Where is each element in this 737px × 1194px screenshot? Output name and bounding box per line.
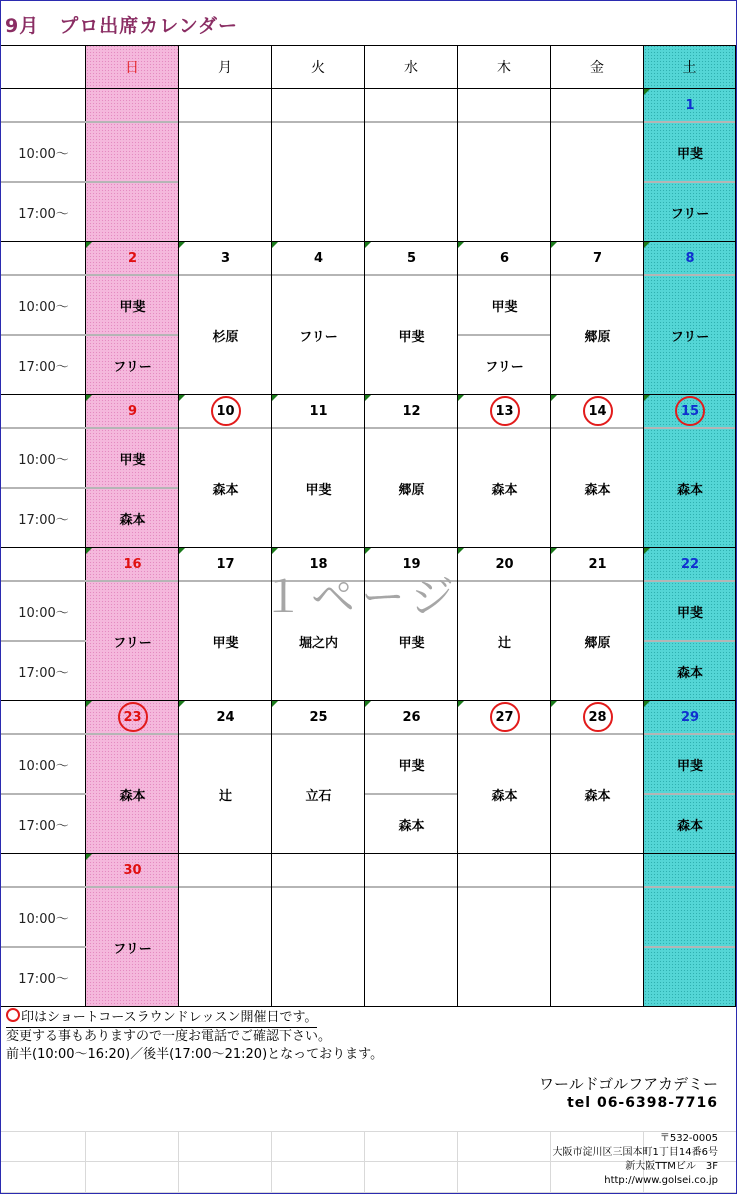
cell-comment-marker-icon <box>551 395 557 401</box>
cell-comment-marker-icon <box>644 242 650 248</box>
page-title: 9月 プロ出席カレンダー <box>5 15 238 37</box>
cell-comment-marker-icon <box>365 548 371 554</box>
instructor-name[interactable]: 甲斐 <box>676 147 703 162</box>
date-row-divider <box>272 427 364 429</box>
session-divider <box>644 640 735 642</box>
time-label: 17:00～ <box>18 513 69 528</box>
instructor-name[interactable]: 森本 <box>119 789 146 804</box>
cell-comment-marker-icon <box>458 548 464 554</box>
instructor-name[interactable]: 森本 <box>676 819 703 834</box>
instructor-name[interactable]: 辻 <box>497 636 511 651</box>
day-number[interactable]: 28 <box>588 710 607 725</box>
cell-comment-marker-icon <box>458 242 464 248</box>
date-row-divider <box>86 427 178 429</box>
cell-comment-marker-icon <box>365 701 371 707</box>
date-row-divider <box>644 427 735 429</box>
circle-mark-icon <box>6 1008 20 1022</box>
cell-comment-marker-icon <box>86 701 92 707</box>
date-row-divider <box>272 121 364 123</box>
date-row-divider <box>458 580 550 582</box>
day-number[interactable]: 14 <box>588 404 607 419</box>
date-row-divider <box>551 121 643 123</box>
time-label: 10:00～ <box>18 912 69 927</box>
note-line-3: 前半(10:00～16:20)／後半(17:00～21:20)となっております。 <box>6 1047 384 1062</box>
cell-comment-marker-icon <box>179 395 185 401</box>
time-divider <box>1 487 86 489</box>
instructor-name[interactable]: フリー <box>485 360 524 375</box>
date-row-divider <box>179 580 271 582</box>
note-line-1 <box>6 1008 317 1028</box>
date-row-divider <box>365 121 457 123</box>
instructor-name[interactable]: 甲斐 <box>398 759 425 774</box>
cell-comment-marker-icon <box>179 701 185 707</box>
day-number[interactable]: 6 <box>499 251 510 266</box>
cell-comment-marker-icon <box>365 395 371 401</box>
date-row-divider <box>86 274 178 276</box>
day-number[interactable]: 23 <box>123 710 142 725</box>
day-number[interactable]: 16 <box>123 557 142 572</box>
instructor-name[interactable]: フリー <box>670 330 710 345</box>
date-row-divider <box>458 886 550 888</box>
date-row-divider <box>365 274 457 276</box>
date-row-divider <box>644 733 735 735</box>
instructor-name[interactable]: 森本 <box>584 483 611 498</box>
time-label: 10:00～ <box>18 147 69 162</box>
session-divider <box>86 487 178 489</box>
time-label: 10:00～ <box>18 606 69 621</box>
instructor-name[interactable]: 甲斐 <box>398 330 425 345</box>
instructor-name[interactable]: フリー <box>113 636 152 651</box>
time-label: 17:00～ <box>18 972 69 987</box>
instructor-name[interactable]: 森本 <box>491 483 518 498</box>
footer-grid-line <box>364 1131 365 1193</box>
cell-comment-marker-icon <box>86 548 92 554</box>
date-row-divider <box>365 733 457 735</box>
round-lesson-circle-icon <box>211 396 241 426</box>
weekday-header: 木 <box>458 45 551 89</box>
date-row-divider <box>458 733 550 735</box>
time-divider <box>1 427 86 429</box>
instructor-name[interactable]: 甲斐 <box>305 483 332 498</box>
round-lesson-circle-icon <box>583 702 613 732</box>
date-row-divider <box>272 886 364 888</box>
column-divider <box>735 89 736 1007</box>
weekday-header: 金 <box>551 45 644 89</box>
day-number[interactable]: 12 <box>402 404 421 419</box>
postal-code: 〒532-0005 <box>659 1133 718 1144</box>
day-number[interactable]: 20 <box>495 557 514 572</box>
cell-comment-marker-icon <box>644 395 650 401</box>
time-label: 10:00～ <box>18 453 69 468</box>
day-number[interactable]: 13 <box>495 404 514 419</box>
time-divider <box>1 886 86 888</box>
session-divider <box>365 793 457 795</box>
cell-comment-marker-icon <box>365 242 371 248</box>
cell-comment-marker-icon <box>179 548 185 554</box>
organization-name: ワールドゴルフアカデミー <box>539 1075 718 1093</box>
day-number[interactable]: 7 <box>592 251 603 266</box>
date-row-divider <box>179 121 271 123</box>
instructor-name[interactable]: 堀之内 <box>298 636 338 651</box>
day-number[interactable]: 1 <box>685 98 695 113</box>
instructor-name[interactable]: 森本 <box>491 789 518 804</box>
day-number[interactable]: 8 <box>685 251 695 266</box>
round-lesson-circle-icon <box>118 702 148 732</box>
day-number[interactable]: 27 <box>495 710 514 725</box>
instructor-name[interactable]: 森本 <box>676 483 703 498</box>
day-number[interactable]: 3 <box>220 251 231 266</box>
date-row-divider <box>272 274 364 276</box>
date-row-divider <box>551 427 643 429</box>
footer-grid-line <box>550 1131 551 1193</box>
instructor-name[interactable]: 甲斐 <box>676 606 703 621</box>
round-lesson-circle-icon <box>490 396 520 426</box>
day-number[interactable]: 11 <box>309 404 328 419</box>
footer-grid-line <box>457 1131 458 1193</box>
date-row-divider <box>458 274 550 276</box>
date-row-divider <box>86 733 178 735</box>
cell-comment-marker-icon <box>644 89 650 95</box>
day-number[interactable]: 25 <box>309 710 328 725</box>
cell-comment-marker-icon <box>272 548 278 554</box>
day-number[interactable]: 21 <box>588 557 607 572</box>
date-row-divider <box>272 733 364 735</box>
note-text-1: 印はショートコースラウンドレッスン開催日です。 <box>21 1010 318 1025</box>
session-divider <box>644 181 735 183</box>
session-divider <box>644 946 735 948</box>
street-address: 大阪市淀川区三国本町1丁目14番6号 <box>552 1147 718 1158</box>
instructor-name[interactable]: 立石 <box>305 789 332 804</box>
cell-comment-marker-icon <box>644 701 650 707</box>
week-separator <box>1 853 736 854</box>
instructor-name[interactable]: 甲斐 <box>119 300 146 315</box>
time-label: 17:00～ <box>18 666 69 681</box>
weekday-header: 水 <box>365 45 458 89</box>
day-number[interactable]: 26 <box>402 710 421 725</box>
weekday-header: 火 <box>272 45 365 89</box>
notes <box>6 1008 383 1064</box>
footer-grid-line <box>85 1131 86 1193</box>
day-number[interactable]: 24 <box>216 710 235 725</box>
time-divider <box>1 121 86 123</box>
cell-comment-marker-icon <box>458 701 464 707</box>
date-row-divider <box>458 427 550 429</box>
instructor-name[interactable]: 森本 <box>398 819 425 834</box>
building-name: 新大阪TTMビル 3F <box>625 1161 718 1172</box>
cell-comment-marker-icon <box>86 854 92 860</box>
saturday-column <box>644 45 736 1007</box>
date-row-divider <box>644 886 735 888</box>
round-lesson-circle-icon <box>675 396 705 426</box>
time-divider <box>1 334 86 336</box>
instructor-name[interactable]: 杉原 <box>212 330 239 345</box>
date-row-divider <box>644 580 735 582</box>
time-divider <box>1 733 86 735</box>
session-divider <box>86 334 178 336</box>
date-row-divider <box>551 580 643 582</box>
footer-grid-line <box>1 1192 736 1193</box>
day-number[interactable]: 22 <box>680 557 700 572</box>
cell-comment-marker-icon <box>551 701 557 707</box>
instructor-name[interactable]: 甲斐 <box>676 759 703 774</box>
weekday-header: 日 <box>86 45 179 89</box>
telephone: tel 06-6398-7716 <box>567 1095 718 1111</box>
instructor-name[interactable]: 森本 <box>119 513 146 528</box>
cell-comment-marker-icon <box>272 701 278 707</box>
cell-comment-marker-icon <box>551 548 557 554</box>
instructor-name[interactable]: フリー <box>113 942 152 957</box>
date-row-divider <box>86 580 178 582</box>
date-row-divider <box>644 274 735 276</box>
instructor-name[interactable]: 辻 <box>218 789 232 804</box>
day-number[interactable]: 9 <box>127 404 138 419</box>
instructor-name[interactable]: 郷原 <box>584 636 611 651</box>
instructor-name[interactable]: 森本 <box>584 789 611 804</box>
instructor-name[interactable]: 郷原 <box>584 330 611 345</box>
date-row-divider <box>551 274 643 276</box>
time-label: 17:00～ <box>18 207 69 222</box>
session-divider <box>644 793 735 795</box>
day-number[interactable]: 2 <box>127 251 138 266</box>
time-divider <box>1 640 86 642</box>
day-number[interactable]: 10 <box>216 404 235 419</box>
website-url[interactable]: http://www.golsei.co.jp <box>604 1175 718 1186</box>
date-row-divider <box>644 121 735 123</box>
day-number[interactable]: 29 <box>680 710 700 725</box>
week-separator <box>1 1006 736 1007</box>
cell-comment-marker-icon <box>644 548 650 554</box>
round-lesson-circle-icon <box>583 396 613 426</box>
cell-comment-marker-icon <box>179 242 185 248</box>
date-row-divider <box>179 274 271 276</box>
cell-comment-marker-icon <box>86 242 92 248</box>
time-divider <box>1 181 86 183</box>
instructor-name[interactable]: 甲斐 <box>212 636 239 651</box>
date-row-divider <box>458 121 550 123</box>
instructor-name[interactable]: フリー <box>299 330 338 345</box>
date-row-divider <box>86 886 178 888</box>
time-label: 17:00～ <box>18 360 69 375</box>
date-row-divider <box>551 886 643 888</box>
time-divider <box>1 793 86 795</box>
page-watermark: １ページ <box>261 572 461 623</box>
instructor-name[interactable]: 郷原 <box>398 483 425 498</box>
day-number[interactable]: 4 <box>313 251 324 266</box>
date-row-divider <box>365 886 457 888</box>
instructor-name[interactable]: 甲斐 <box>119 453 146 468</box>
day-number[interactable]: 15 <box>680 404 700 419</box>
day-number[interactable]: 5 <box>406 251 417 266</box>
round-lesson-circle-icon <box>490 702 520 732</box>
date-row-divider <box>179 427 271 429</box>
note-line-2: 変更する事もありますので一度お電話でご確認下さい。 <box>6 1029 332 1044</box>
time-label: 10:00～ <box>18 300 69 315</box>
time-divider <box>1 274 86 276</box>
weekday-header: 月 <box>179 45 272 89</box>
time-divider <box>1 946 86 948</box>
date-row-divider <box>551 733 643 735</box>
cell-comment-marker-icon <box>272 395 278 401</box>
session-divider <box>86 181 178 183</box>
time-label: 10:00～ <box>18 759 69 774</box>
footer-grid-line <box>271 1131 272 1193</box>
weekday-header: 土 <box>644 45 736 89</box>
date-row-divider <box>179 886 271 888</box>
day-number[interactable]: 18 <box>309 557 328 572</box>
footer-grid-line <box>178 1131 179 1193</box>
instructor-name[interactable]: 甲斐 <box>491 300 518 315</box>
time-divider <box>1 580 86 582</box>
instructor-name[interactable]: 甲斐 <box>398 636 425 651</box>
instructor-name[interactable]: フリー <box>113 360 152 375</box>
day-number[interactable]: 19 <box>402 557 421 572</box>
date-row-divider <box>179 733 271 735</box>
instructor-name[interactable]: フリー <box>670 207 710 222</box>
session-divider <box>458 334 550 336</box>
date-row-divider <box>365 427 457 429</box>
instructor-name[interactable]: 森本 <box>676 666 703 681</box>
cell-comment-marker-icon <box>458 395 464 401</box>
time-label: 17:00～ <box>18 819 69 834</box>
header-corner <box>1 45 86 89</box>
cell-comment-marker-icon <box>86 395 92 401</box>
address-block <box>553 1132 718 1188</box>
cell-comment-marker-icon <box>551 242 557 248</box>
day-number[interactable]: 17 <box>216 557 235 572</box>
day-number[interactable]: 30 <box>123 863 142 878</box>
date-row-divider <box>86 121 178 123</box>
cell-comment-marker-icon <box>272 242 278 248</box>
instructor-name[interactable]: 森本 <box>212 483 239 498</box>
